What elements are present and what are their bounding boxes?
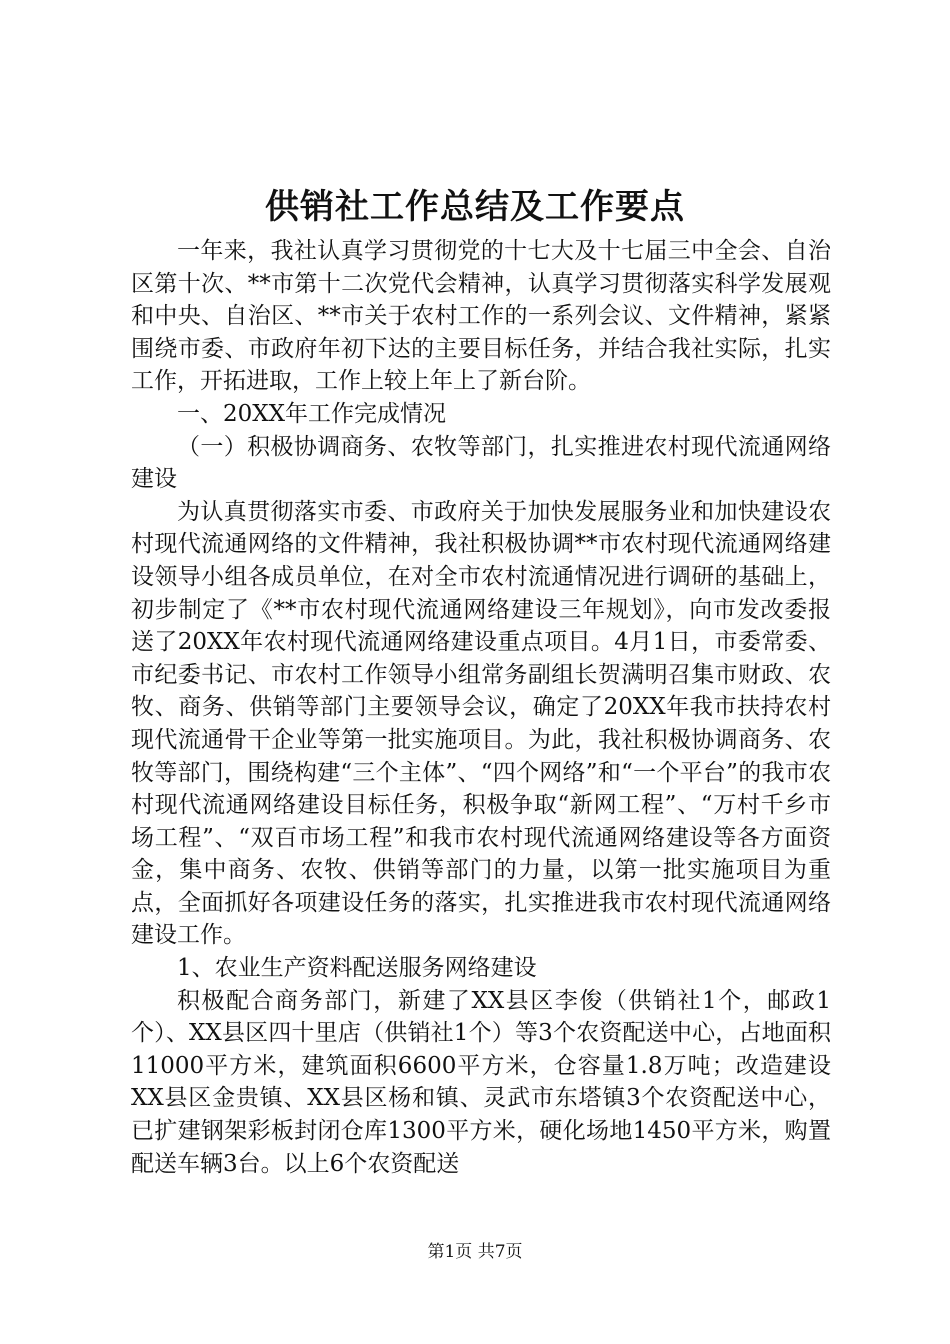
document-title: 供销社工作总结及工作要点 <box>265 187 685 227</box>
page-footer: 第1页 共7页 <box>427 1242 523 1262</box>
paragraph-agri-supply: 积极配合商务部门，新建了XX县区李俊（供销社1个，邮政1个）、XX县区四十里店（供销社1个）等3个农资配送中心，占地面积11000平方米，建筑面积6600平方米，仓容量1.8万吨；改造建设XX县区金贵镇、XX县区杨和镇、灵武市东塔镇3个农资配送中心，已扩建钢架彩板封闭仓库1300平方米，硬化场地1450平方米，购置配送车辆3台。以上6个农资配送 <box>131 987 831 1177</box>
section-heading-1: 一、20XX年工作完成情况 <box>177 400 447 427</box>
paragraph-network: 为认真贯彻落实市委、市政府关于加快发展服务业和加快建设农村现代流通网络的文件精神，我社积极协调**市农村现代流通网络建设领导小组各成员单位，在对全市农村流通情况进行调研的基础上，初步制定了《**市农村现代流通网络建设三年规划》，向市发改委报送了20XX年农村现代流通网络建设重点项目。4月1日，市委常委、市纪委书记、市农村工作领导小组常务副组长贺满明召集市财政、农牧、商务、供销等部门主要领导会议，确定了20XX年我市扶持农村现代流通骨干企业等第一批实施项目。为此，我社积极协调商务、农牧等部门，围绕构建“三个主体”、“四个网络”和“一个平台”的我市农村现代流通网络建设目标任务，积极争取“新网工程”、“万村千乡市场工程”、“双百市场工程”和我市农村现代流通网络建设等各方面资金，集中商务、农牧、供销等部门的力量，以第一批实施项目为重点，全面抓好各项建设任务的落实，扎实推进我市农村现代流通网络建设工作。 <box>131 498 831 949</box>
document-body <box>131 235 831 1180</box>
item-heading-1: 1、农业生产资料配送服务网络建设 <box>177 955 537 982</box>
subsection-heading-1: （一）积极协调商务、农牧等部门，扎实推进农村现代流通网络建设 <box>131 433 831 493</box>
paragraph-intro: 一年来，我社认真学习贯彻党的十七大及十七届三中全会、自治区第十次、**市第十二次党代会精神，认真学习贯彻落实科学发展观和中央、自治区、**市关于农村工作的一系列会议、文件精神，紧紧围绕市委、市政府年初下达的主要目标任务，并结合我社实际，扎实工作，开拓进取，工作上较上年上了新台阶。 <box>131 238 831 395</box>
